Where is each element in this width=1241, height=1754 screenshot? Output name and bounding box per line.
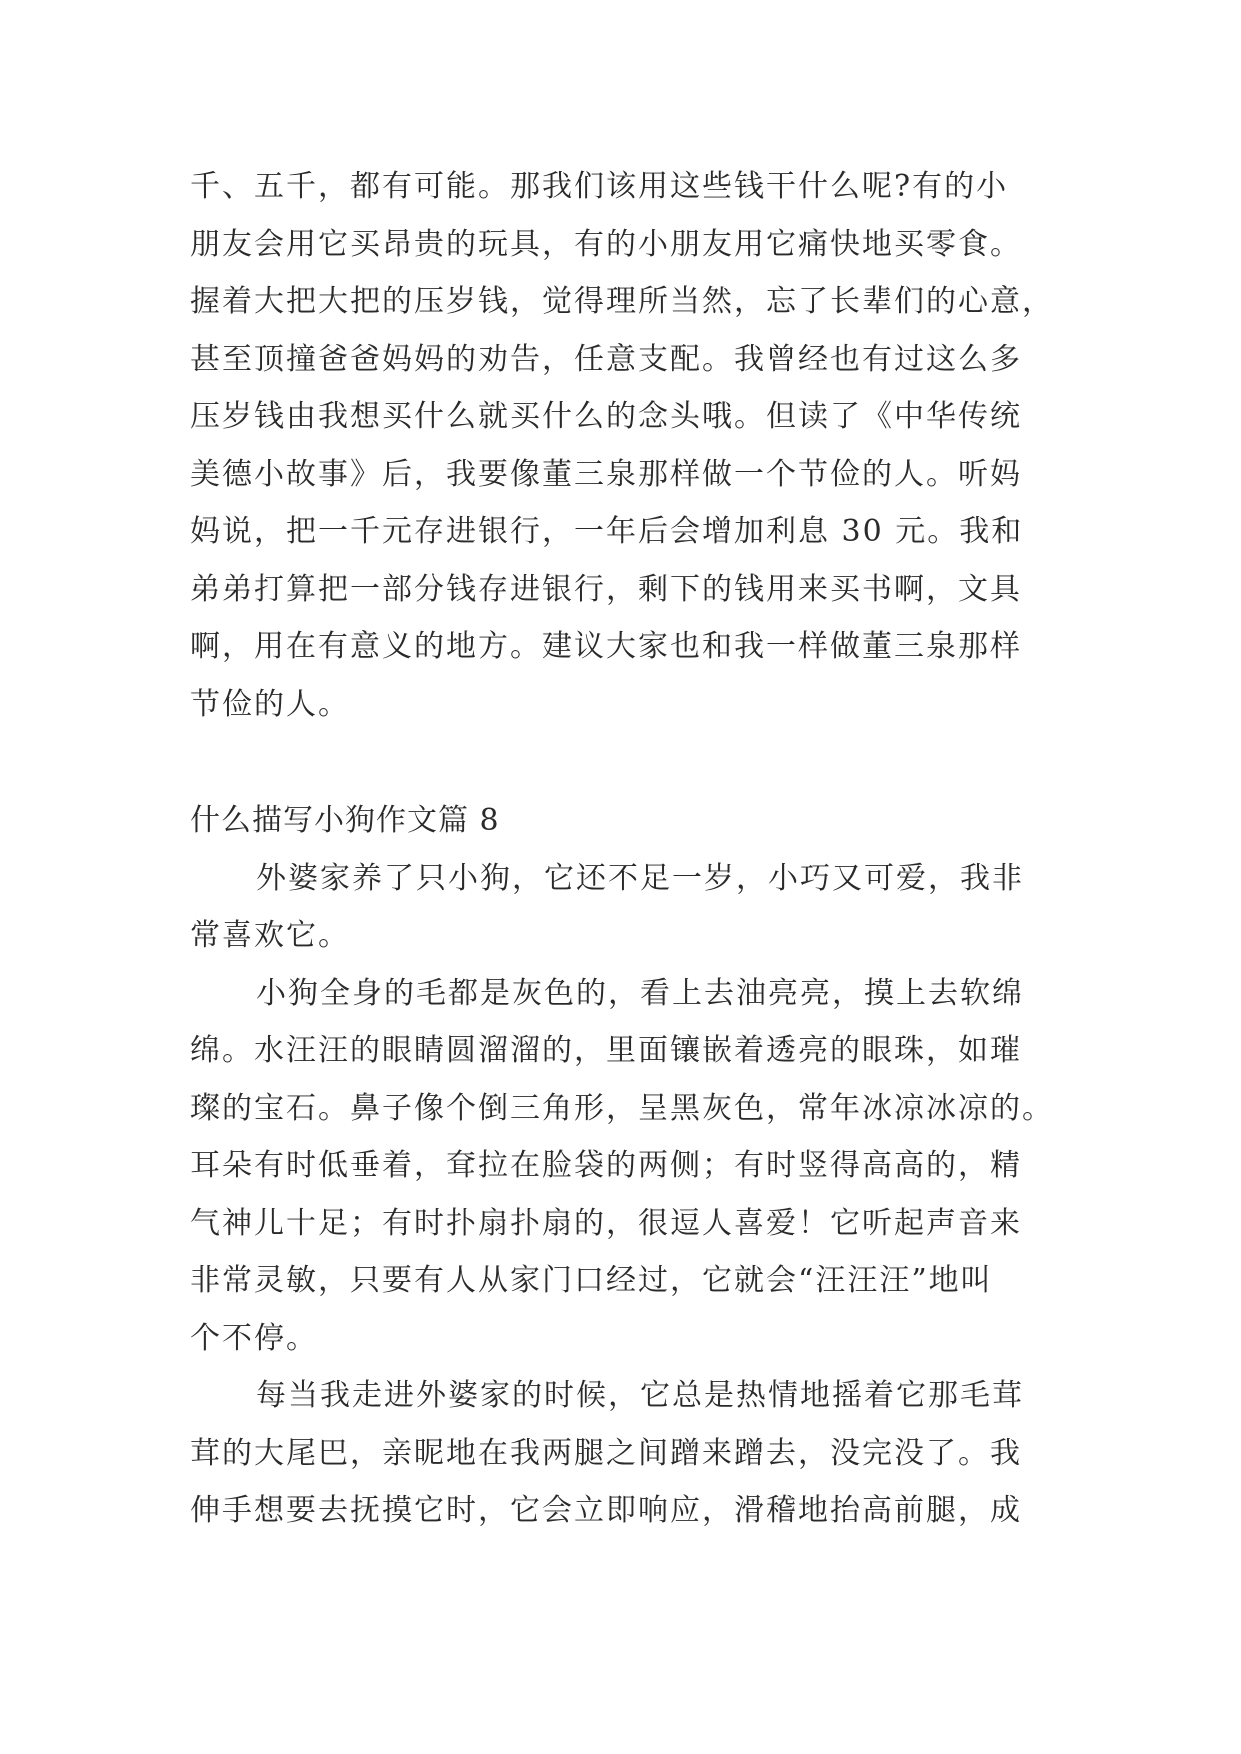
text-line: 常喜欢它。 [190, 918, 350, 953]
text-line: 非常灵敏，只要有人从家门口经过，它就会“汪汪汪”地叫 [190, 1263, 993, 1298]
text-line: 压岁钱由我想买什么就买什么的念头哦。但读了《中华传统 [190, 399, 1022, 434]
paragraph-gap [190, 733, 1070, 791]
text-line: 妈说，把一千元存进银行，一年后会增加利息 30 元。我和 [190, 514, 1024, 549]
paragraph-savings [190, 158, 1070, 733]
text-line: 甚至顶撞爸爸妈妈的劝告，任意支配。我曾经也有过这么多 [190, 341, 1022, 377]
text-line: 耳朵有时低垂着，耷拉在脸袋的两侧；有时竖得高高的，精 [190, 1148, 1022, 1183]
text-line: 外婆家养了只小狗，它还不足一岁，小巧又可爱，我非 [256, 860, 1024, 896]
text-line: 握着大把大把的压岁钱，觉得理所当然，忘了长辈们的心意， [190, 284, 1054, 319]
text-line: 气神儿十足；有时扑扇扑扇的，很逗人喜爱！它听起声音来 [190, 1205, 1022, 1241]
paragraph-appearance [190, 965, 1070, 1368]
text-line: 伸手想要去抚摸它时，它会立即响应，滑稽地抬高前腿，成 [190, 1493, 1022, 1528]
text-line: 弟弟打算把一部分钱存进银行，剩下的钱用来买书啊，文具 [190, 571, 1022, 607]
text-line: 璨的宝石。鼻子像个倒三角形，呈黑灰色，常年冰凉冰凉的。 [190, 1090, 1054, 1126]
paragraph-behavior [190, 1367, 1070, 1540]
paragraph-intro [190, 850, 1070, 965]
text-line: 个不停。 [190, 1320, 318, 1356]
text-line: 千、五千，都有可能。那我们该用这些钱干什么呢?有的小 [190, 169, 1009, 204]
text-line: 每当我走进外婆家的时候，它总是热情地摇着它那毛茸 [256, 1378, 1024, 1413]
text-line: 小狗全身的毛都是灰色的，看上去油亮亮，摸上去软绵 [256, 975, 1024, 1011]
section-title: 什么描写小狗作文篇 8 [190, 802, 500, 838]
text-line: 绵。水汪汪的眼睛圆溜溜的，里面镶嵌着透亮的眼珠，如璀 [190, 1033, 1022, 1068]
text-line: 啊，用在有意义的地方。建议大家也和我一样做董三泉那样 [190, 629, 1022, 664]
text-line: 茸的大尾巴，亲昵地在我两腿之间蹭来蹭去，没完没了。我 [190, 1435, 1022, 1471]
text-line: 美德小故事》后，我要像董三泉那样做一个节俭的人。听妈 [190, 456, 1022, 492]
text-line: 朋友会用它买昂贵的玩具，有的小朋友用它痛快地买零食。 [190, 226, 1022, 262]
text-line: 节俭的人。 [190, 686, 350, 722]
document-body [190, 158, 1070, 1540]
